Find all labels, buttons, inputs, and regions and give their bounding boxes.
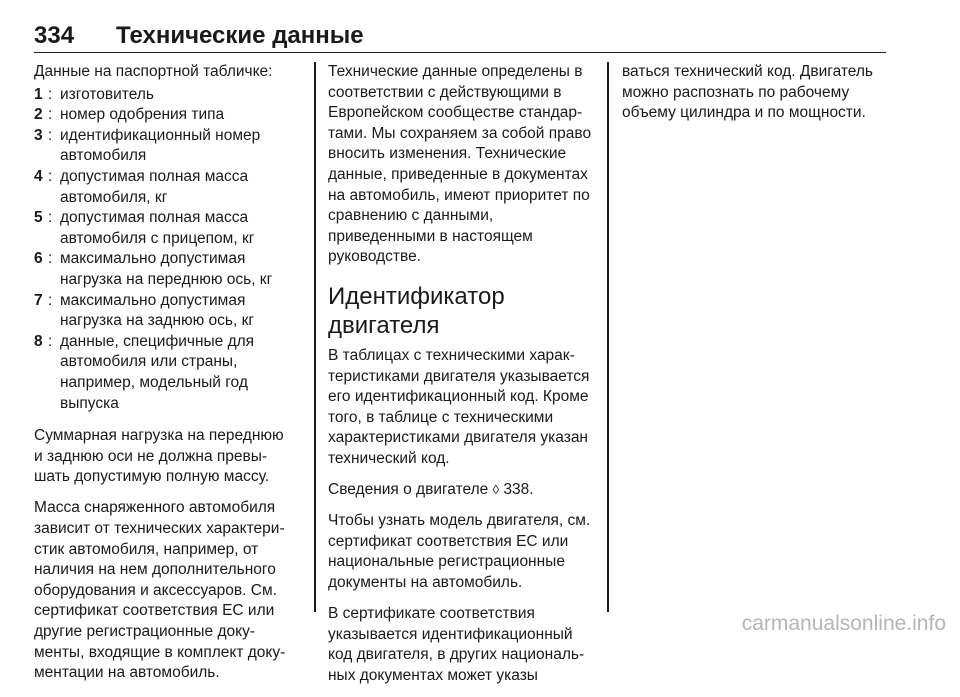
list-item-text: изготовитель [60,85,154,103]
list-item-separator: : [48,126,53,144]
paragraph: Чтобы узнать модель двигателя, см. сертификат соответствия ЕС или национальные регистрационные документы на автомобиль. [328,512,591,591]
list-item-number: 7 [34,291,43,309]
page-title: Технические данные [116,22,364,49]
page-number: 334 [34,22,75,49]
list-item [34,332,296,414]
column-divider [314,62,316,612]
list-item [34,126,296,167]
plate-data-list [34,85,296,415]
list-item-separator: : [48,167,53,185]
paragraph: В таблицах с техническими характеристиками двигателя указывается его идентификационный код. Кроме того, в таблице с техническими характеристиками двигателя указан технический код. [328,346,590,467]
list-item [34,208,296,249]
list-item [34,105,296,126]
list-item-number: 1 [34,85,43,103]
list-item [34,167,296,208]
page-reference-icon: ◊ [492,482,500,497]
paragraph: Технические данные определены в соответствии с действующими в Европейском сообществе стандартами. Мы сохраняем за собой право вносить изменения. Технические данные, приведенные в документах на автомобиль, имеют приоритет по сравнению с данными, приведенными в настоящем руководстве. [328,63,592,266]
xref-page: 338. [503,481,534,498]
list-item-separator: : [48,332,53,350]
paragraph: Суммарная нагрузка на переднюю и заднюю оси не должна превышать допустимую полную массу. [34,427,284,486]
column-2 [328,62,596,697]
list-item-separator: : [48,250,53,268]
xref-text: Сведения о двигателе [328,481,489,498]
cross-reference[interactable] [328,480,596,501]
list-item-separator: : [48,209,53,227]
column-divider [607,62,609,612]
list-item-separator: : [48,85,53,103]
paragraph: В сертификате соответствия указывается идентификационный код двигателя, в других национальных документах может указы [328,604,585,684]
list-item-number: 5 [34,209,43,227]
list-item-number: 4 [34,167,43,185]
list-item [34,249,296,290]
list-item-text: допустимая полная масса автомобиля, кг [60,167,249,206]
column-3 [622,62,890,134]
watermark: carmanualsonline.info [741,612,946,635]
list-item [34,291,296,332]
list-item-number: 3 [34,126,43,144]
paragraph: Масса снаряженного автомобиля зависит от технических характеристик автомобиля, например, от наличия на нем дополнительного оборудования и аксессуаров. См. сертификат соответствия ЕС или другие регистрационные документы, входящие в комплект документации на автомобиль. [34,499,286,682]
list-item-text: допустимая полная масса автомобиля с прицепом, кг [60,209,255,247]
page-header [34,22,886,53]
column-1 [34,62,296,694]
list-item-text: идентификационный номер автомобиля [60,126,261,165]
section-heading: Идентификатор двигателя [328,282,505,339]
list-item-separator: : [48,291,53,309]
list-item-text: номер одобрения типа [60,106,225,124]
list-item-text: максимально допустимая нагрузка на заднюю ось, кг [60,291,255,330]
plate-intro: Данные на паспортной табличке: [34,63,273,80]
list-item-number: 6 [34,250,43,268]
list-item-text: максимально допустимая нагрузка на переднюю ось, кг [60,250,273,288]
list-item-number: 8 [34,332,43,350]
list-item [34,85,296,106]
paragraph: ваться технический код. Двигатель можно распознать по рабочему объему цилиндра и по мощности. [622,63,874,122]
list-item-text: данные, специфичные для автомобиля или страны, например, модельный год выпуска [60,332,255,412]
list-item-number: 2 [34,106,43,124]
list-item-separator: : [48,106,53,124]
